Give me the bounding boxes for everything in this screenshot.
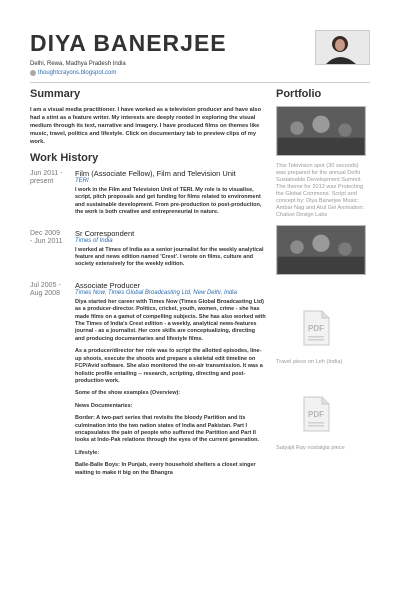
job-title: Film (Associate Fellow), Film and Television Unit: [75, 169, 236, 178]
portfolio-item[interactable]: [276, 372, 370, 452]
pdf-label: PDF: [308, 410, 324, 419]
job-organization[interactable]: TERI: [75, 178, 89, 184]
header-divider: [30, 82, 370, 83]
job-description: News Documentaries:: [75, 402, 133, 409]
portfolio-item[interactable]: [276, 225, 370, 280]
summary-title: Summary: [30, 88, 81, 100]
pdf-icon[interactable]: [302, 310, 330, 346]
portfolio-caption: This Television spot (30 seconds) was prepared for the annual Delhi Sustainable Development Summit. The theme for 2012 was Protecting the Global Commons. Script and concept by: Diya Banerjee Music: Ambar Nag and Atul Giri Animation: Chaluvi Design Labs: [276, 163, 364, 218]
job-description: Some of the show examples (Overview):: [75, 390, 181, 397]
job-body: [75, 282, 266, 482]
job-dates: Dec 2009 - Jun 2011: [30, 229, 63, 245]
job-description: Diya started her career with Times Now (Times Global Broadcasting Ltd) as a producer-director. Politics, cricket, youth, women, crime - she has made films on a gamut of compelling subjects. She has also worked with The Times of India's Crest edition - a weekly, analytical news-features journal - as a journalist. Her core skills are conceptualizing, directing and producing documentaries and lifestyle films.: [75, 298, 266, 342]
portfolio-item[interactable]: [276, 286, 370, 366]
job-dates: Jun 2011 - present: [30, 170, 63, 185]
job-description: Balle-Balle Boys: In Punjab, every household shelters a closet singer waiting to make it big on the Bhangra: [75, 462, 256, 476]
job-description: As a producer/director her role was to script the allotted episodes, line-up shoots, execute the shoots and prepare a skeletal edit timeline on FCP/Avid software. She also monitored the on-air transmission. It was a holistic profile entailing -- research, scripting, directing and post-production work.: [75, 348, 263, 384]
work-history-title: Work History: [30, 152, 99, 164]
avatar: [315, 30, 370, 65]
portfolio-thumbnail[interactable]: [276, 225, 366, 275]
job-description: I work in the Film and Television Unit of TERI. My role is to visualise, script, pitch proposals and get funding for films related to environment and sustainable development. From pre-production to post-production, the work is both creative and entrepreneurial in nature.: [75, 187, 262, 216]
job-title: Associate Producer: [75, 280, 141, 290]
job-organization[interactable]: Times Now, Times Global Broadcasting Ltd, New Delhi, India: [75, 289, 237, 296]
portfolio-title: Portfolio: [276, 88, 322, 100]
website-row[interactable]: [30, 70, 116, 76]
avatar-photo: [316, 31, 369, 64]
job-description: Lifestyle:: [75, 449, 100, 456]
job-entry: [30, 170, 266, 222]
portfolio-list: [276, 106, 370, 452]
person-name: DIYA BANERJEE: [30, 30, 227, 56]
job-list: [30, 170, 266, 482]
job-dates: Jul 2005 - Aug 2008: [30, 281, 61, 297]
location-text: Delhi, Rewa, Madhya Pradesh India: [30, 61, 126, 67]
job-entry: [30, 282, 266, 482]
job-description: Border: A two-part series that revisits the bloody Partition and its culmination into the two nation states of India and Pakistan. Part I encapsulates the pain of people who suffered the Partition and Part II looks at Indo-Pak relations through the eyes of the current generation.: [75, 415, 259, 444]
summary-text: I am a visual media practitioner. I have worked as a television producer and have also had a stint as a feature writer. My interests are deeply rooted in exploring the visual medium through its text, narrative and imagery. I have produced films on themes like music, travel, politics and lifestyle. Click on documentary tab to preview clips of my work.: [30, 107, 262, 145]
pdf-icon[interactable]: [302, 396, 330, 432]
left-column: [30, 88, 266, 490]
job-body: [75, 170, 266, 222]
pdf-label: PDF: [308, 324, 324, 333]
portfolio-item[interactable]: [276, 106, 370, 219]
portfolio-caption: Satyajit Ray nostalgia piece: [276, 445, 345, 451]
portfolio-thumbnail[interactable]: [276, 106, 366, 156]
website-link[interactable]: thoughtcrayons.blogspot.com: [38, 70, 117, 76]
globe-icon: [30, 70, 36, 76]
resume-header: [30, 30, 370, 85]
job-body: [75, 230, 266, 274]
portfolio-caption: Travel piece on Leh (India): [276, 359, 343, 365]
job-organization[interactable]: Times of India: [75, 237, 113, 244]
right-column: [276, 88, 370, 458]
job-entry: [30, 230, 266, 274]
job-description: I worked at Times of India as a senior journalist for the weekly analytical feature and news edition named 'Crest'. I wrote on films, culture and society extensively for the weekly edition.: [75, 246, 264, 268]
job-title: Sr Correspondent: [75, 228, 135, 238]
